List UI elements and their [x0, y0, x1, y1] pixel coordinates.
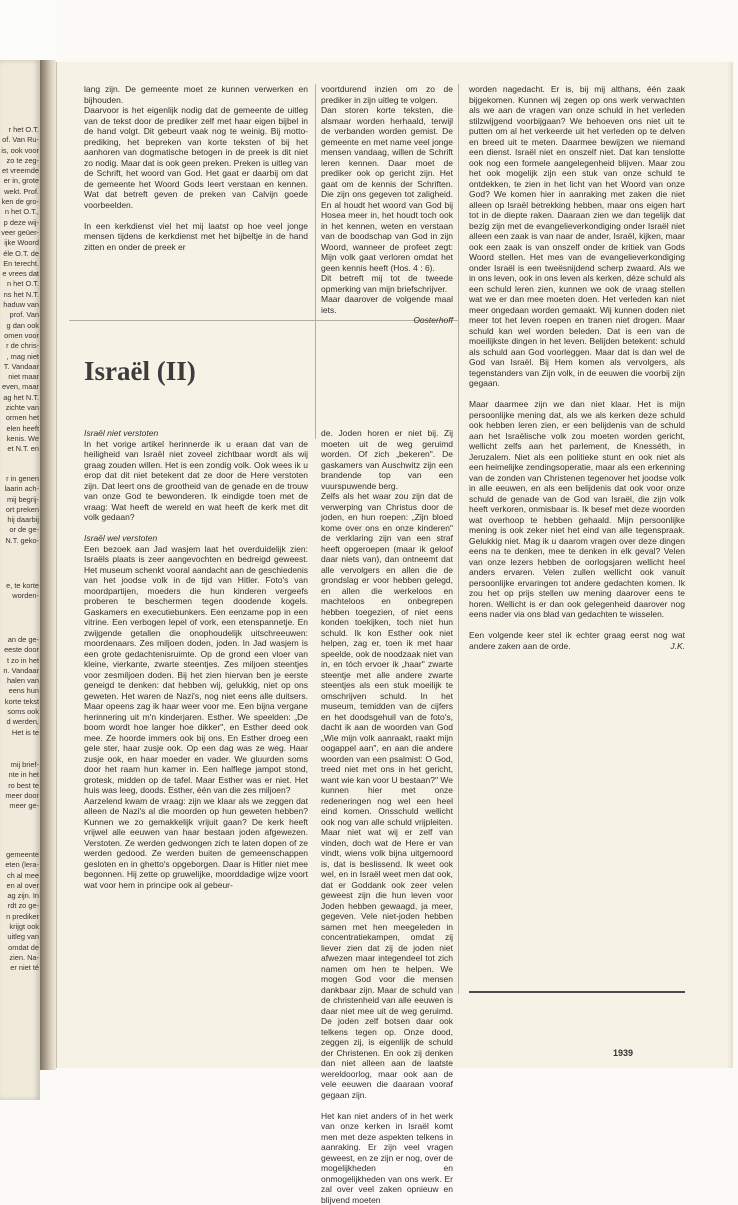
article-column-2	[321, 428, 453, 1205]
prev-fragment-block-4	[1, 635, 39, 738]
prev-fragment-line: En terecht.	[1, 259, 39, 269]
prev-fragment-line: korte tekst	[1, 697, 39, 707]
prev-fragment-line: an de ge-	[1, 635, 39, 645]
prev-fragment-line: , mag niet	[1, 352, 39, 362]
paragraph: worden nagedacht. Er is, bij mij althans, één zaak bijgekomen. Kunnen wij zegen op ons werk verwachten als we aan de vragen van onze schuld in het verleden stilzwijgend voorbijgaan? We behoeven ons niet uit te putten om al het verkeerde uit het verleden op te delven en breed uit te meten. Daarmee bewijzen we niemand een dienst. Israël niet en onszelf niet. Dat kan tenslotte ook nog een formele aangelegenheid blijven. Maar zou het ook mogelijk zijn een stuk van onze schuld te ontdekken, te zien in het licht van het Woord van onze God? We komen hier in aanraking met zaken die niet alleen op Israël betrekking hebben, maar ons eigen hart tot in de diepte raken. Daaraan zien we dan tegelijk dat bezig zijn met de evangelieverkondiging onder Israël niet alleen een zaak is van naar de ander, Israël, kijken, maar ook een zaak is van onszelf onder de kritiek van Gods Woord stellen. Het mes van de evangelieverkondiging onder Israël is een tweësnijdend scherp zwaard. Als we in ons leven, ook in ons leven als kerken, déze schuld als een schuld leren zien, kunnen we ook de vraag stellen wat we er dan mee moeten doen. Het verleden kan niet meer ongedaan worden gemaakt. Wij kunnen doden niet meer tot het leven roepen en tranen niet drogen. Maar schuld kan wel worden beleden. Dat is een van de moeilijkste dingen in het leven. Belijden betekent: schuld als schuld aan God voorleggen. Maar dat is dan wel de God van Israël. Bij Hem komen als vervolgers, als tegenstanders van Zijn volk, in de eeuwen die voorbij zijn gegaan.	[469, 84, 685, 389]
subheading: Israël wel verstoten	[84, 533, 308, 544]
prev-fragment-line: n. Vandaar	[1, 666, 39, 676]
prev-fragment-line: r de chris-	[1, 341, 39, 351]
prev-fragment-line: ag zijn. In	[1, 891, 39, 901]
prev-fragment-line: elen heeft	[1, 424, 39, 434]
prev-fragment-line: N.T. geko-	[1, 536, 39, 546]
prev-fragment-line: soms ook	[1, 707, 39, 717]
prev-fragment-line: d werden,	[1, 717, 39, 727]
prev-fragment-line: mij begrij-	[1, 495, 39, 505]
paragraph: In het vorige artikel herinnerde ik u eraan dat van de heiligheid van Israël niet zoveel zichtbaar wordt als wij graag zouden willen. Het is een zondig volk. Ook wees ik u erop dat dit niet betekent dat ze door de Here verstoten zijn. Dat leert ons de grootheid van de genade en de trouw van onze God te bewonderen. Ik eindigde toen met de vraag: Wat heeft de wereld en wat heeft de kerk met dit volk gedaan?	[84, 439, 308, 523]
paragraph: voortdurend inzien om zo de prediker in zijn uitleg te volgen.	[321, 84, 453, 105]
paragraph: Zelfs als het waar zou zijn dat de verwerping van Christus door de joden, en hun roepen: „Zijn bloed kome over ons en onze kinderen" de verklaring zijn van een straf heeft opgeroepen (maar ik geloof daar niets van), dan ontneemt dat alle vervolgers en allen die de grondslag er voor hebben gelegd, en allen die werkeloos en machteloos en onbegrepen hebben toegezien, of niet eens konden toekijken, toch niet hun schuld. Ik kon Esther ook niet helpen, zag er, toen ik met haar speelde, ook de noodzaak niet van in, en tóch ervoer ik „haar" zwarte steentje met alle andere zwarte steentjes als een stuk moeilijk te omschrijven schuld. In het museum, temidden van de cijfers en het doodsgehuil van de foto's, dacht ik aan de woorden van God „Wie mijn volk aanraakt, raakt mijn oogappel aan", en aan die andere woorden van een psalmist: O God, treed niet met ons in het gericht, want wie kan voor U bestaan?" We kunnen hier met onze redeneringen nog wel een heel eind komen. Onsschuld wellicht ook nog van alle schuld vrijpleiten. Maar niet wat wij er zelf van vinden, doch wat de Here er van vindt, wiens volk bijna uitgemoord is, dat is beslissend. Ik weet ook wel, en in Israël weet men dat ook, dat er Goddank ook zeer velen geweest zijn die hun leven voor Joden hebben gewaagd, ja meer, gegeven. Vele niet-joden hebben samen met hen meegeleden in concentratiekampen, omdat zij liever zien dat zij de joden niet afwezen maar integendeel tot zich namen om hen te helpen. We mogen God voor die mensen dankbaar zijn. Maar de schuld van de christenheid van alle eeuwen is daar niet mee uit de weg geruimd. De joden zelf botsen daar ook telkens tegen op. Onze dood, zeggen zij, is eigenlijk de schuld der Christenen. En ook zij denken dan niet alleen aan de laatste wereldoorlog, maar ook aan de vele eeuwen die daaraan vooraf gegaan zijn.	[321, 491, 453, 1100]
paragraph: Het kan niet anders of in het werk van onze kerken in Israël komt men met deze aspekten telkens in aanraking. Er zijn veel vragen geweest, en ze zijn er nog, over de mogelijkheden en onmogelijkheden van ons werk. Er zal over veel zaken opnieuw en blijvend moeten	[321, 1111, 453, 1205]
prev-fragment-line: en al over	[1, 881, 39, 891]
article-column-1	[84, 428, 308, 890]
prev-fragment-line: prof. Van	[1, 310, 39, 320]
paragraph: Dan storen korte teksten, die alsmaar worden herhaald, terwijl de verbanden worden gemist. De gemeente en met name veel jonge mensen vandaag, willen de Schrift leren kennen. Daar moet de prediker ook op gericht zijn. Het gaat om de kennis der Schriften. Die zijn ons gegeven tot zaligheid. En al houdt het woord van God bij Hosea meer in, het houdt toch ook in het kennen, weten en verstaan van de boodschap van God in zijn Woord, wanneer de profeet zegt: Mijn volk gaat verloren omdat het geen kennis heeft (Hos. 4 : 6).	[321, 105, 453, 273]
prev-fragment-line: ort preken	[1, 505, 39, 515]
prev-fragment-line: éle O.T. de	[1, 249, 39, 259]
binding-gutter	[40, 60, 56, 1070]
paragraph: Dit betreft mij tot de tweede opmerking van mijn briefschrijver.	[321, 273, 453, 294]
prev-fragment-line: ormen het	[1, 413, 39, 423]
prev-fragment-line: is, ook voor	[1, 146, 39, 156]
author-signature: Oosterhoff	[321, 315, 453, 326]
prev-fragment-line: Het is te	[1, 728, 39, 738]
article-column-3	[469, 84, 685, 651]
article-title: Israël (II)	[84, 356, 196, 387]
prev-fragment-line: zichte van	[1, 403, 39, 413]
prev-fragment-line: mij brief-	[1, 760, 39, 770]
prev-fragment-line: n het O.T.	[1, 279, 39, 289]
paragraph: de. Joden horen er niet bij. Zij moeten uit de weg geruimd worden. Of zich „bekeren". De gaskamers van Auschwitz zijn een brandende top van een vuurspuwende berg.	[321, 428, 453, 491]
prev-fragment-line: t zo in het	[1, 656, 39, 666]
prev-fragment-line: meer door	[1, 791, 39, 801]
prev-fragment-line: veer geüer-	[1, 228, 39, 238]
prev-fragment-line: r in genen	[1, 474, 39, 484]
page-edge-shadow	[727, 62, 733, 1068]
prev-fragment-line: n prediker	[1, 912, 39, 922]
prev-fragment-line: er in, grote	[1, 176, 39, 186]
prev-fragment-line: et vreemde	[1, 166, 39, 176]
prev-fragment-line: eten (lera-	[1, 860, 39, 870]
prev-fragment-line: meer ge-	[1, 801, 39, 811]
paragraph: Maar daarmee zijn we dan niet klaar. Het is mijn persoonlijke mening dat, als we als kerken deze schuld ook hebben leren zien, er een belijdenis van de schuld aan het Israëlische volk zou moeten worden gericht, wellicht zelfs aan het parlement, de Knesséth, in Jeruzalem. Niet als een politieke stunt en ook niet als een heimelijke zendingsoperatie, maar als een erkenning van de zonden van Christenen tegenover het joodse volk in alle eeuwen, en als een belijdenis dat ook voor onze schuld de genade van de God van Israël, die zijn volk heeft verkoren, onmisbaar is. Ik besef met deze woorden wat overhoop te hebben gehaald. Mijn persoonlijke mening is ook zeker niet het eind van alle tegenspraak. Gelukkig niet. Mag ik u daarom vragen over deze dingen eens na te denken, mee te denken in elk geval? Velen van onze lezers hebben de oorlogsjaren wellicht heel anders ervaren. Velen zullen wellicht ook vanuit persoonlijke ervaringen tot andere gedachten komen. Ik zou het op prijs stellen uw mening daarover eens te horen. Wellicht is er dan ook gelegenheid daarover nog eens nader via ons blad van gedachten te wisselen.	[469, 399, 685, 620]
prev-fragment-block-5	[1, 760, 39, 811]
prev-article-column-1	[84, 84, 308, 252]
prev-fragment-line: gemeente	[1, 850, 39, 860]
prev-fragment-line: laarin ach-	[1, 484, 39, 494]
prev-fragment-line: zo te zeg-	[1, 156, 39, 166]
closing-rule	[469, 991, 685, 993]
prev-fragment-line: omdat de	[1, 943, 39, 953]
prev-article-column-2	[321, 84, 453, 326]
prev-fragment-line: r het O.T.	[1, 125, 39, 135]
paragraph: Daarvoor is het eigenlijk nodig dat de gemeente de uitleg van de tekst door de prediker zelf met haar eigen bijbel in de hand volgt. Dit gebeurt vaak nog te weinig. Bij motto-prediking, het bepreken van korte teksten of bij het aanhoren van dogmatische betogen in de preek is dit niet zo nodig. Maar dat is ook geen preken. Preken is uitleg van de Schrift, het woord van God. Het gaat er daarbij om dat de gemeente het Woord Gods leert verstaan en kennen. Wat dat betreft geven de preken van Calvijn goede voorbeelden.	[84, 105, 308, 210]
page-number: 1939	[613, 1048, 633, 1058]
paragraph: lang zijn. De gemeente moet ze kunnen verwerken en bijhouden.	[84, 84, 308, 105]
prev-fragment-line: krijgt ook	[1, 922, 39, 932]
author-signature: J.K.	[670, 641, 685, 652]
prev-fragment-line: haduw van	[1, 300, 39, 310]
prev-fragment-line: ro best te	[1, 781, 39, 791]
prev-fragment-line: n het O.T.,	[1, 207, 39, 217]
prev-fragment-line: ag het N.T.	[1, 393, 39, 403]
closing-sentence: Een volgende keer stel ik echter graag eerst nog wat andere zaken aan de orde.	[469, 630, 685, 651]
prev-fragment-line: uitleg van	[1, 932, 39, 942]
paragraph: In een kerkdienst viel het mij laatst op hoe veel jonge mensen tijdens de kerkdienst met het bijbeltje in de hand zitten en onder de preek er	[84, 221, 308, 253]
paragraph: Maar daarover de volgende maal iets.	[321, 294, 453, 315]
prev-fragment-line: e vrees dat	[1, 269, 39, 279]
prev-fragment-line: eens hun	[1, 686, 39, 696]
paragraph: Aarzelend kwam de vraag: zijn we klaar als we zeggen dat alleen de Nazi's al die moorden op hun geweten hebben? Kunnen we zo gemakkelijk vrijuit gaan? De kerk heeft vrijwel alle eeuwen van haar bestaan joden afgewezen. Verstoten. Ze werden gedwongen zich te laten dopen of ze werden gedood. Ze werden buiten de gemeenschappen gesloten en in ghetto's opgeborgen. Daar is Hitler niet mee begonnen. Hij zette op gruwelijke, moorddadige wijze voort wat voor hem in principe ook al gebeur-	[84, 796, 308, 891]
prev-fragment-line: g dan ook	[1, 321, 39, 331]
prev-fragment-line: p deze wij-	[1, 218, 39, 228]
column-rule-top	[315, 84, 316, 439]
prev-fragment-line: ch al mee	[1, 871, 39, 881]
prev-fragment-line: ijke Woord	[1, 238, 39, 248]
prev-fragment-line: zien. Na-	[1, 953, 39, 963]
prev-fragment-line: halen van	[1, 676, 39, 686]
prev-fragment-line: nte in het	[1, 770, 39, 780]
prev-fragment-block-6	[1, 850, 39, 974]
prev-fragment-line: e, te korte	[1, 581, 39, 591]
prev-fragment-line: rdt zo ge-	[1, 901, 39, 911]
prev-fragment-line: omen voor	[1, 331, 39, 341]
prev-fragment-line: wekt. Prof.	[1, 187, 39, 197]
prev-fragment-line: ns het N.T.	[1, 290, 39, 300]
prev-fragment-line: niet maar	[1, 372, 39, 382]
prev-fragment-line: or de ge-	[1, 525, 39, 535]
prev-fragment-line: even, maar	[1, 382, 39, 392]
prev-fragment-line: eeste door	[1, 645, 39, 655]
prev-fragment-line: T. Vandaar	[1, 362, 39, 372]
page	[56, 62, 733, 1068]
column-rule-right	[458, 84, 459, 994]
prev-fragment-block-2	[1, 474, 39, 546]
prev-fragment-block-1	[1, 125, 39, 455]
prev-fragment-block-3	[1, 581, 39, 602]
paragraph: Een bezoek aan Jad wasjem laat het overduidelijk zien: Israëls plaats is zeer aangevochten en bedreigd geweest. Het museum schenkt vooral aandacht aan de geschiedenis van het joodse volk in de tijd van Hitler. Foto's van moordpartijen, moeders die hun kinderen vergeefs proberen te beschermen tegen doodende kogels. Gaskamers en executiebunkers. Een eenzame pop in een vitrine. Een verbogen lepel of vork, een etenspannetje. En zwijgende getallen die onophoudelijk uitschreeuwen: moordenaars. Zes miljoen doden, joden. In Jad wasjem is een grote gedachtenisruimte. Op de grond een vloer van kleine, vierkante, zwarte steentjes. Zes miljoen steentjes voor zesmiljoen doden. Bij het zien hiervan ben je eerste geneigd te denken: dat hebben wij, gelukkig, niet op ons geweten. Het waren de Nazi's, nog niet eens alle duitsers. Maar opeens zag ik haar weer voor me. Een bijna vergane herinnering uit m'n kinderjaren. Esther. We speelden: „De boom wordt hoe langer hoe dikker", en Esther deed ook mee. Ze hoorde immers ook bij ons. En Esther droeg een gele ster, haar zusje ook. Op een dag was ze weg. Haar zusje ook, en haar moeder en vader. We gluurden soms door het raam hun kamer in. Een halflege jampot stond, grotesk, midden op de tafel. Maar Esther was er niet. Het huis was leeg, doods. Esther, één van die zes miljoen?	[84, 544, 308, 796]
prev-fragment-line: worden-	[1, 591, 39, 601]
prev-fragment-line: et N.T. en	[1, 444, 39, 454]
prev-fragment-line: of. Van Ru-	[1, 135, 39, 145]
subheading: Israël niet verstoten	[84, 428, 308, 439]
prev-fragment-line: er niet té	[1, 963, 39, 973]
paragraph	[469, 630, 685, 651]
previous-page-edge	[0, 60, 40, 1100]
prev-fragment-line: ken de gro-	[1, 197, 39, 207]
prev-fragment-line: kenis. We	[1, 434, 39, 444]
prev-fragment-line: hij daarbij	[1, 515, 39, 525]
